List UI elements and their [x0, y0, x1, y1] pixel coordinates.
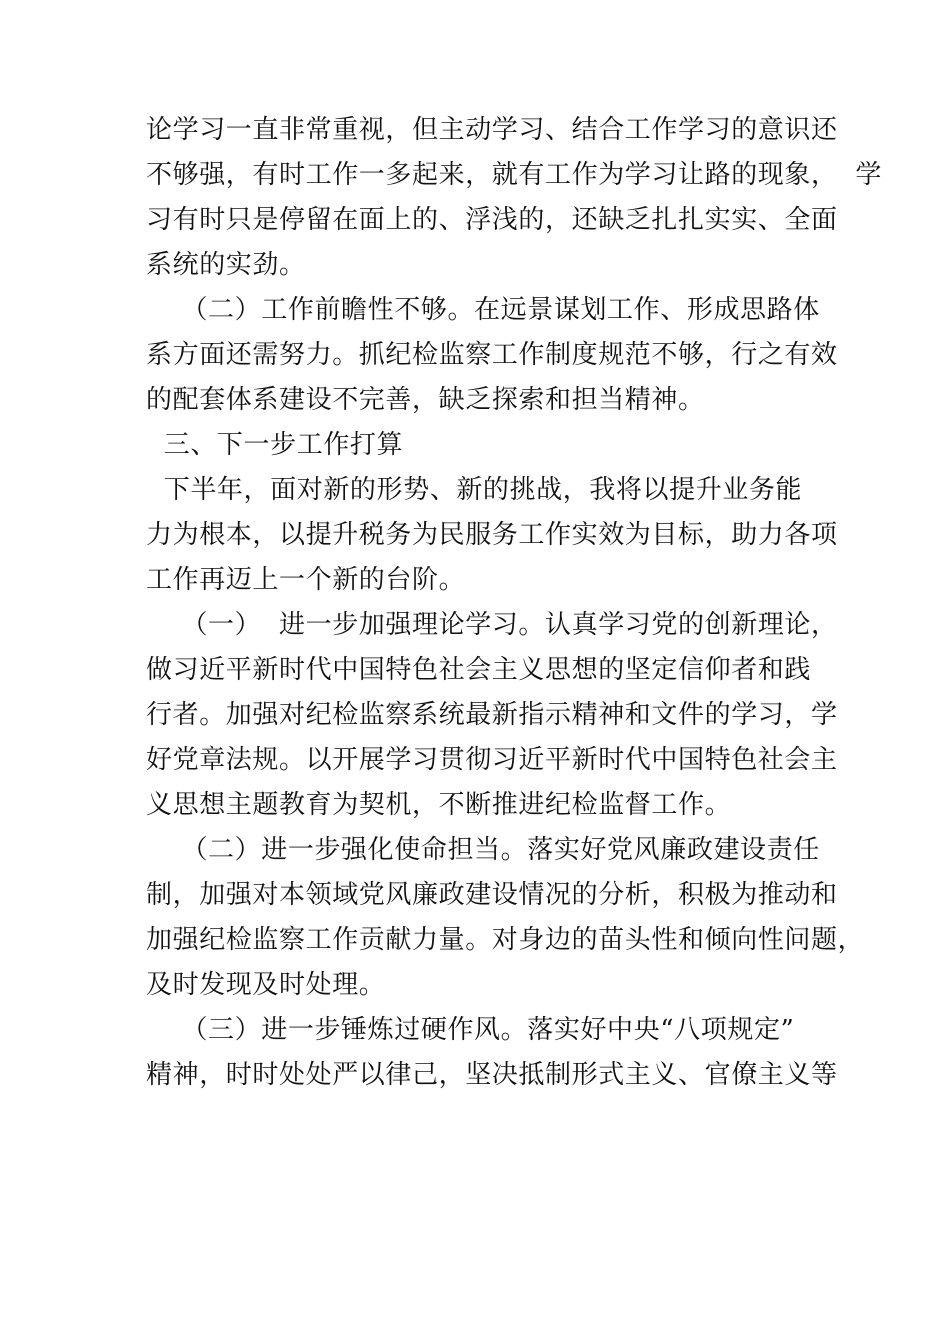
- text-line: 做习近平新时代中国特色社会主义思想的坚定信仰者和践: [146, 655, 812, 685]
- text-line: 制，加强对本领域党风廉政建设情况的分析，积极为推动和: [146, 880, 838, 910]
- text-line: 行者。加强对纪检监察系统最新指示精神和文件的学习，学: [146, 700, 838, 730]
- text-line: 论学习一直非常重视，但主动学习、结合工作学习的意识还: [146, 115, 838, 145]
- text-line: （三）进一步锤炼过硬作风。落实好中央“八项规定”: [146, 1015, 795, 1045]
- text-line: （二）工作前瞻性不够。在远景谋划工作、形成思路体: [146, 295, 820, 325]
- text-line: 及时发现及时处理。: [146, 970, 386, 1000]
- text-line: 系方面还需努力。抓纪检监察工作制度规范不够，行之有效: [146, 340, 838, 370]
- text-line: 下半年，面对新的形势、新的挑战，我将以提升业务能: [146, 475, 803, 505]
- text-line: 不够强，有时工作一多起来，就有工作为学习让路的现象， 学: [146, 160, 882, 190]
- text-line: 的配套体系建设不完善，缺乏探索和担当精神。: [146, 385, 705, 415]
- text-line: 精神，时时处处严以律己，坚决抵制形式主义、官僚主义等: [146, 1060, 838, 1090]
- text-line: 工作再迈上一个新的台阶。: [146, 565, 466, 595]
- text-line: 力为根本，以提升税务为民服务工作实效为目标，助力各项: [146, 520, 838, 550]
- text-line: 好党章法规。以开展学习贯彻习近平新时代中国特色社会主: [146, 745, 838, 775]
- text-line: （二）进一步强化使命担当。落实好党风廉政建设责任: [146, 835, 820, 865]
- text-line: （一） 进一步加强理论学习。认真学习党的创新理论，: [146, 610, 838, 640]
- text-line: 加强纪检监察工作贡献力量。对身边的苗头性和倾向性问题，: [146, 925, 865, 955]
- text-line: 系统的实劲。: [146, 250, 306, 280]
- text-line: 习有时只是停留在面上的、浮浅的，还缺乏扎扎实实、全面: [146, 205, 838, 235]
- document-body: [146, 108, 882, 1098]
- section-heading: 三、下一步工作打算: [146, 430, 404, 460]
- text-line: 义思想主题教育为契机，不断推进纪检监督工作。: [146, 790, 732, 820]
